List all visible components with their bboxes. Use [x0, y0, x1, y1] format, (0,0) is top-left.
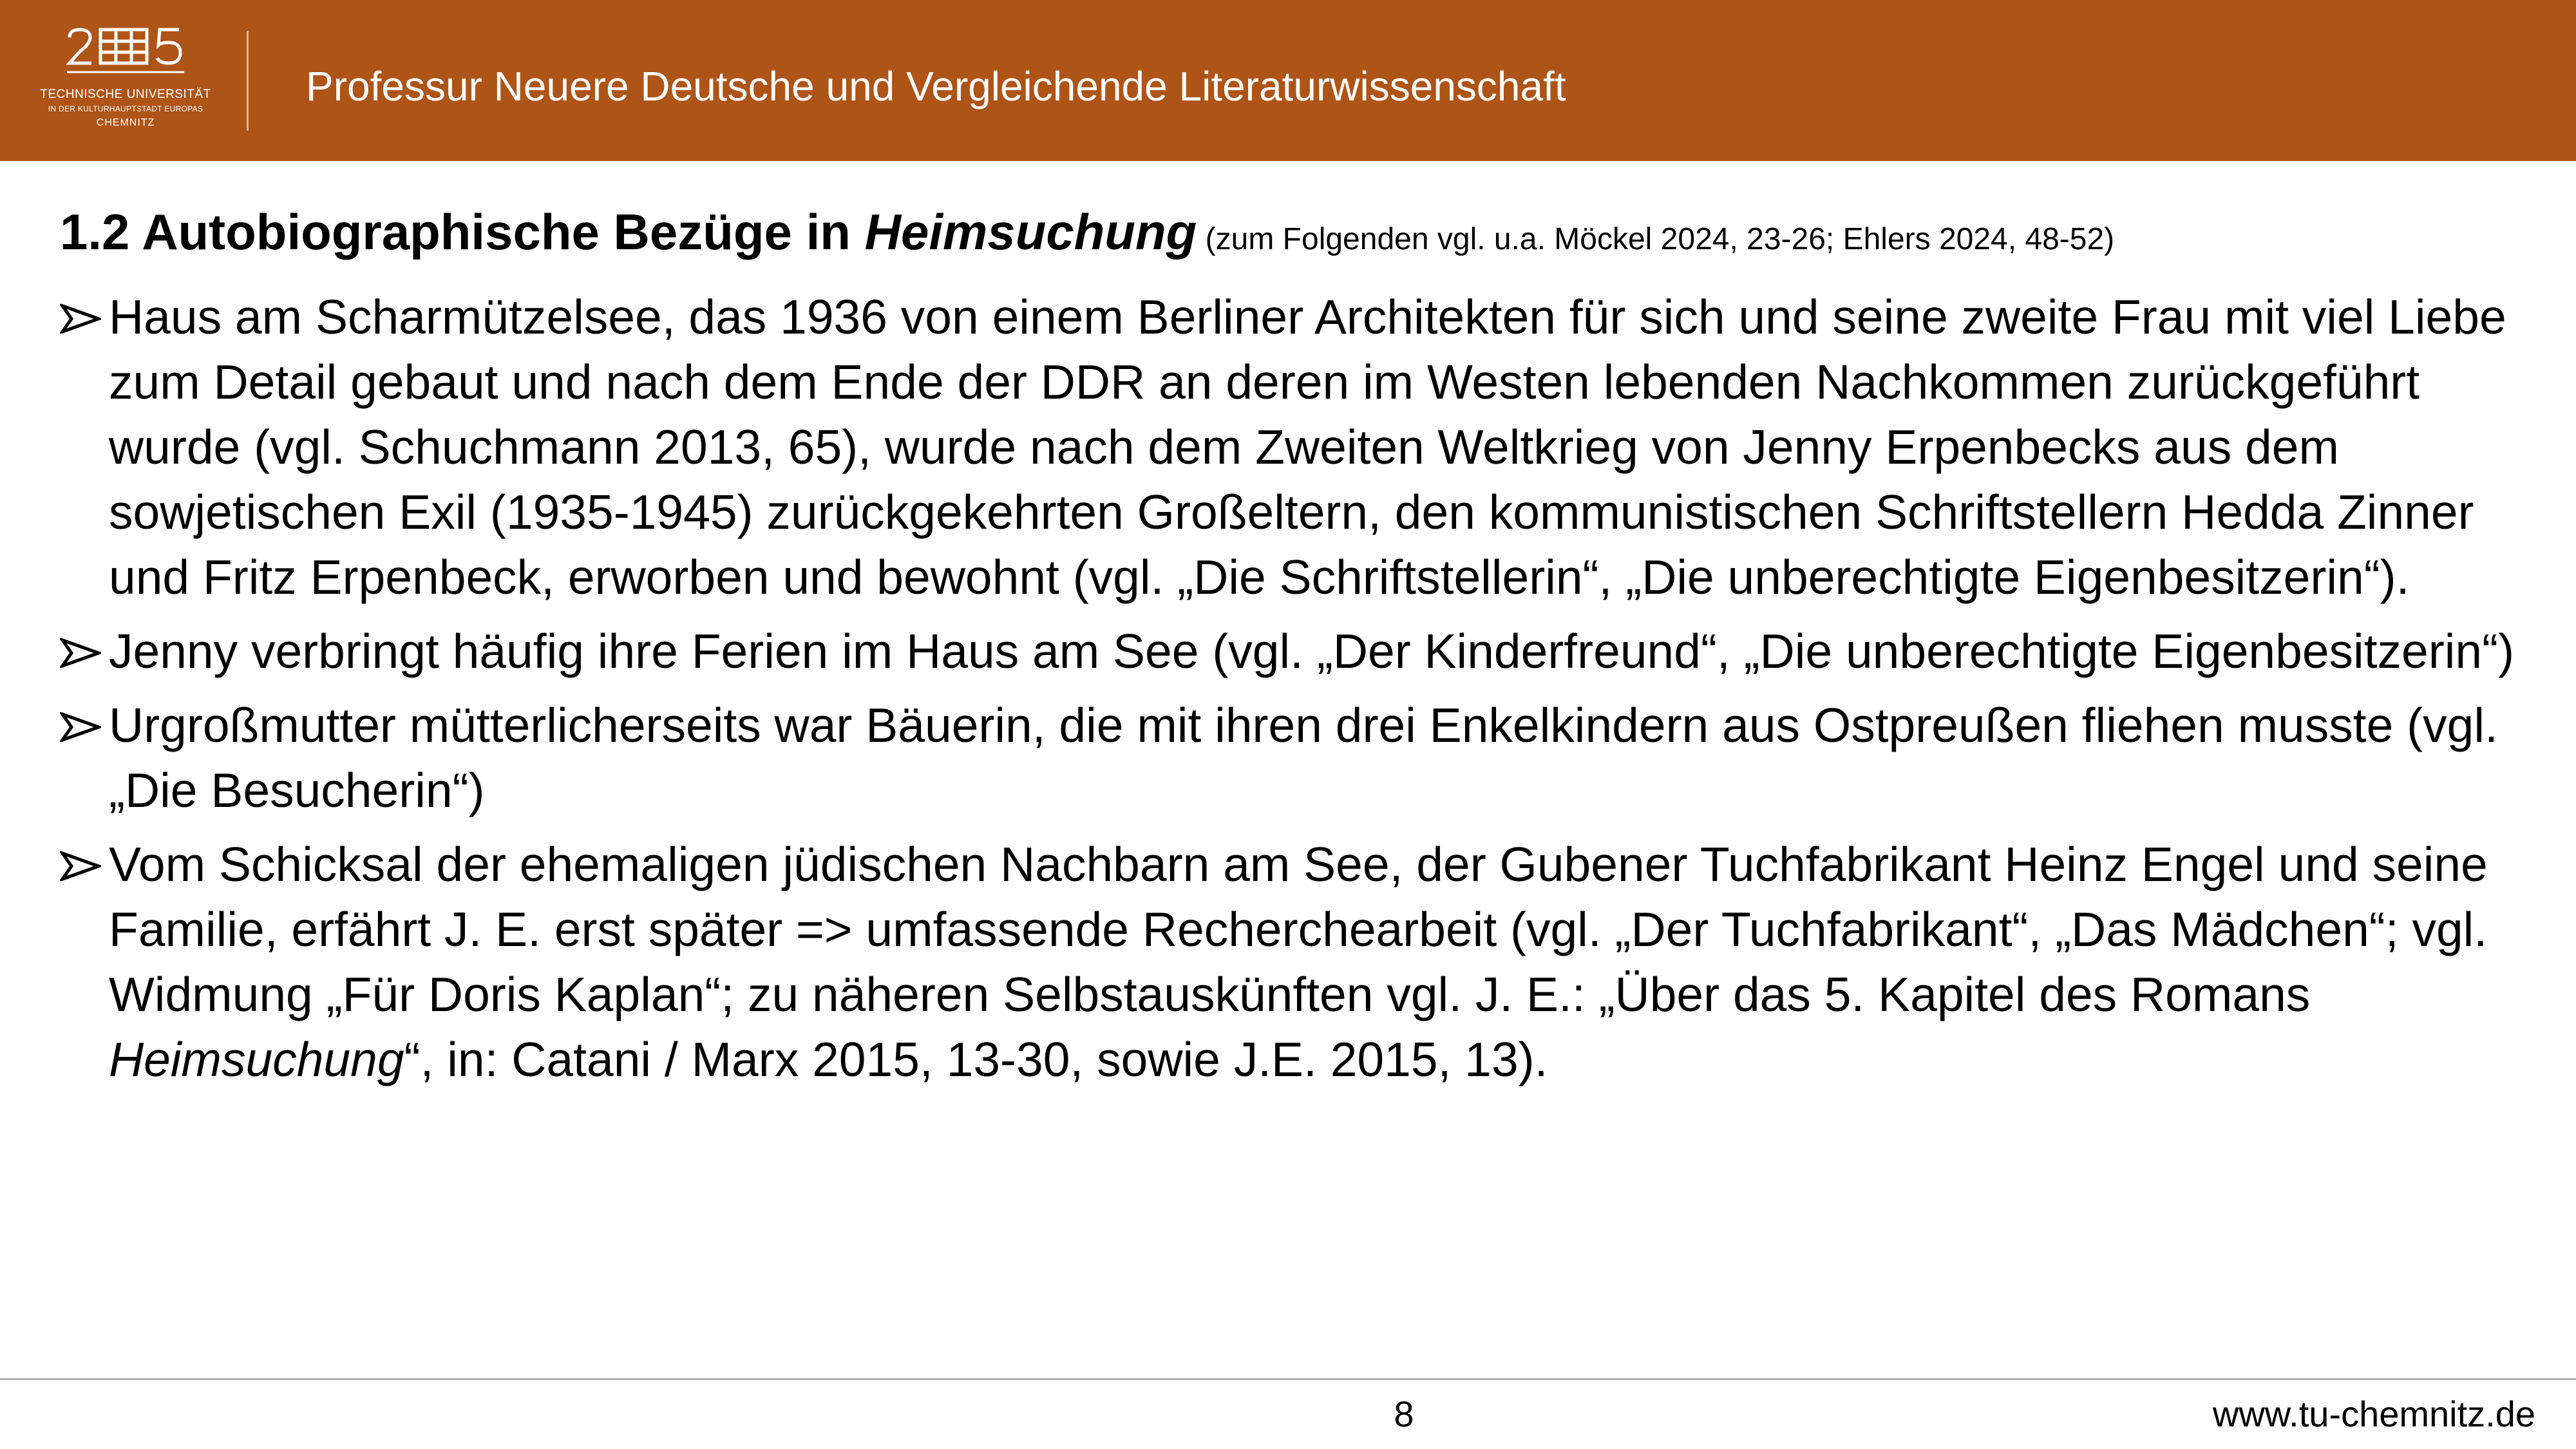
- arrow-bullet-icon: [60, 304, 101, 334]
- heading-italic-title: Heimsuchung: [864, 204, 1197, 260]
- bullet-text-italic: Heimsuchung: [109, 1032, 404, 1086]
- bullet-item: [60, 285, 2546, 610]
- slide-heading: [60, 201, 2114, 263]
- bullet-item: [60, 832, 2546, 1092]
- heading-prefix: 1.2 Autobiographische Bezüge in: [60, 204, 865, 260]
- header-bar: [0, 0, 2576, 161]
- bullet-list: [60, 285, 2546, 1101]
- university-logo: [39, 26, 213, 135]
- page-number: 8: [1394, 1394, 1414, 1434]
- bullet-item: [60, 693, 2546, 823]
- logo-text-line-1: TECHNISCHE UNIVERSITÄT: [40, 88, 211, 101]
- footer-url-link[interactable]: www.tu-chemnitz.de: [2212, 1394, 2535, 1434]
- bullet-text-before: Vom Schicksal der ehemaligen jüdischen Nachbarn am See, der Gubener Tuchfabrikant Heinz Engel und seine Familie, erfährt J. E. erst später => umfassende Recherchearbeit (vgl. „Der Tuchfabrikant“, „Das Mädchen“; vgl. Widmung „Für Doris Kaplan“; zu näheren Selbstauskünften vgl. J. E.: „Über das 5. Kapitel des Romans: [109, 837, 2488, 1021]
- arrow-bullet-icon: [60, 712, 101, 742]
- footer-divider: [0, 1378, 2576, 1380]
- heading-title: [60, 204, 1197, 260]
- arrow-bullet-icon: [60, 638, 101, 668]
- header-divider: [247, 31, 249, 131]
- bullet-text: Haus am Scharmützelsee, das 1936 von einem Berliner Architekten für sich und seine zweite Frau mit viel Liebe zum Detail gebaut und nach dem Ende der DDR an deren im Westen lebenden Nachkommen zurückgeführt wurde (vgl. Schuchmann 2013, 65), wurde nach dem Zweiten Weltkrieg von Jenny Erpenbecks aus dem sowjetischen Exil (1935-1945) zurückgekehrten Großeltern, den kommunistischen Schriftstellern Hedda Zinner und Fritz Erpenbeck, erworben und bewohnt (vgl. „Die Schriftstellerin“, „Die unberechtigte Eigenbesitzerin“).: [109, 290, 2506, 604]
- bullet-text: Urgroßmutter mütterlicherseits war Bäuerin, die mit ihren drei Enkelkindern aus Ostpreußen fliehen musste (vgl. „Die Besucherin“): [109, 698, 2498, 817]
- arrow-bullet-icon: [60, 851, 101, 881]
- heading-reference: (zum Folgenden vgl. u.a. Möckel 2024, 23-26; Ehlers 2024, 48-52): [1197, 222, 2115, 256]
- logo-text-line-2: IN DER KULTURHAUPTSTADT EUROPAS: [48, 104, 204, 113]
- logo-mark-icon: [64, 26, 187, 77]
- bullet-text: Jenny verbringt häufig ihre Ferien im Haus am See (vgl. „Der Kinderfreund“, „Die unberechtigte Eigenbesitzerin“): [109, 624, 2515, 678]
- bullet-text: [109, 837, 2488, 1086]
- header-title: Professur Neuere Deutsche und Vergleichende Literaturwissenschaft: [306, 63, 1566, 109]
- bullet-text-after: “, in: Catani / Marx 2015, 13-30, sowie J.E. 2015, 13).: [404, 1032, 1548, 1086]
- logo-text-line-3: CHEMNITZ: [96, 117, 155, 128]
- bullet-item: [60, 619, 2546, 684]
